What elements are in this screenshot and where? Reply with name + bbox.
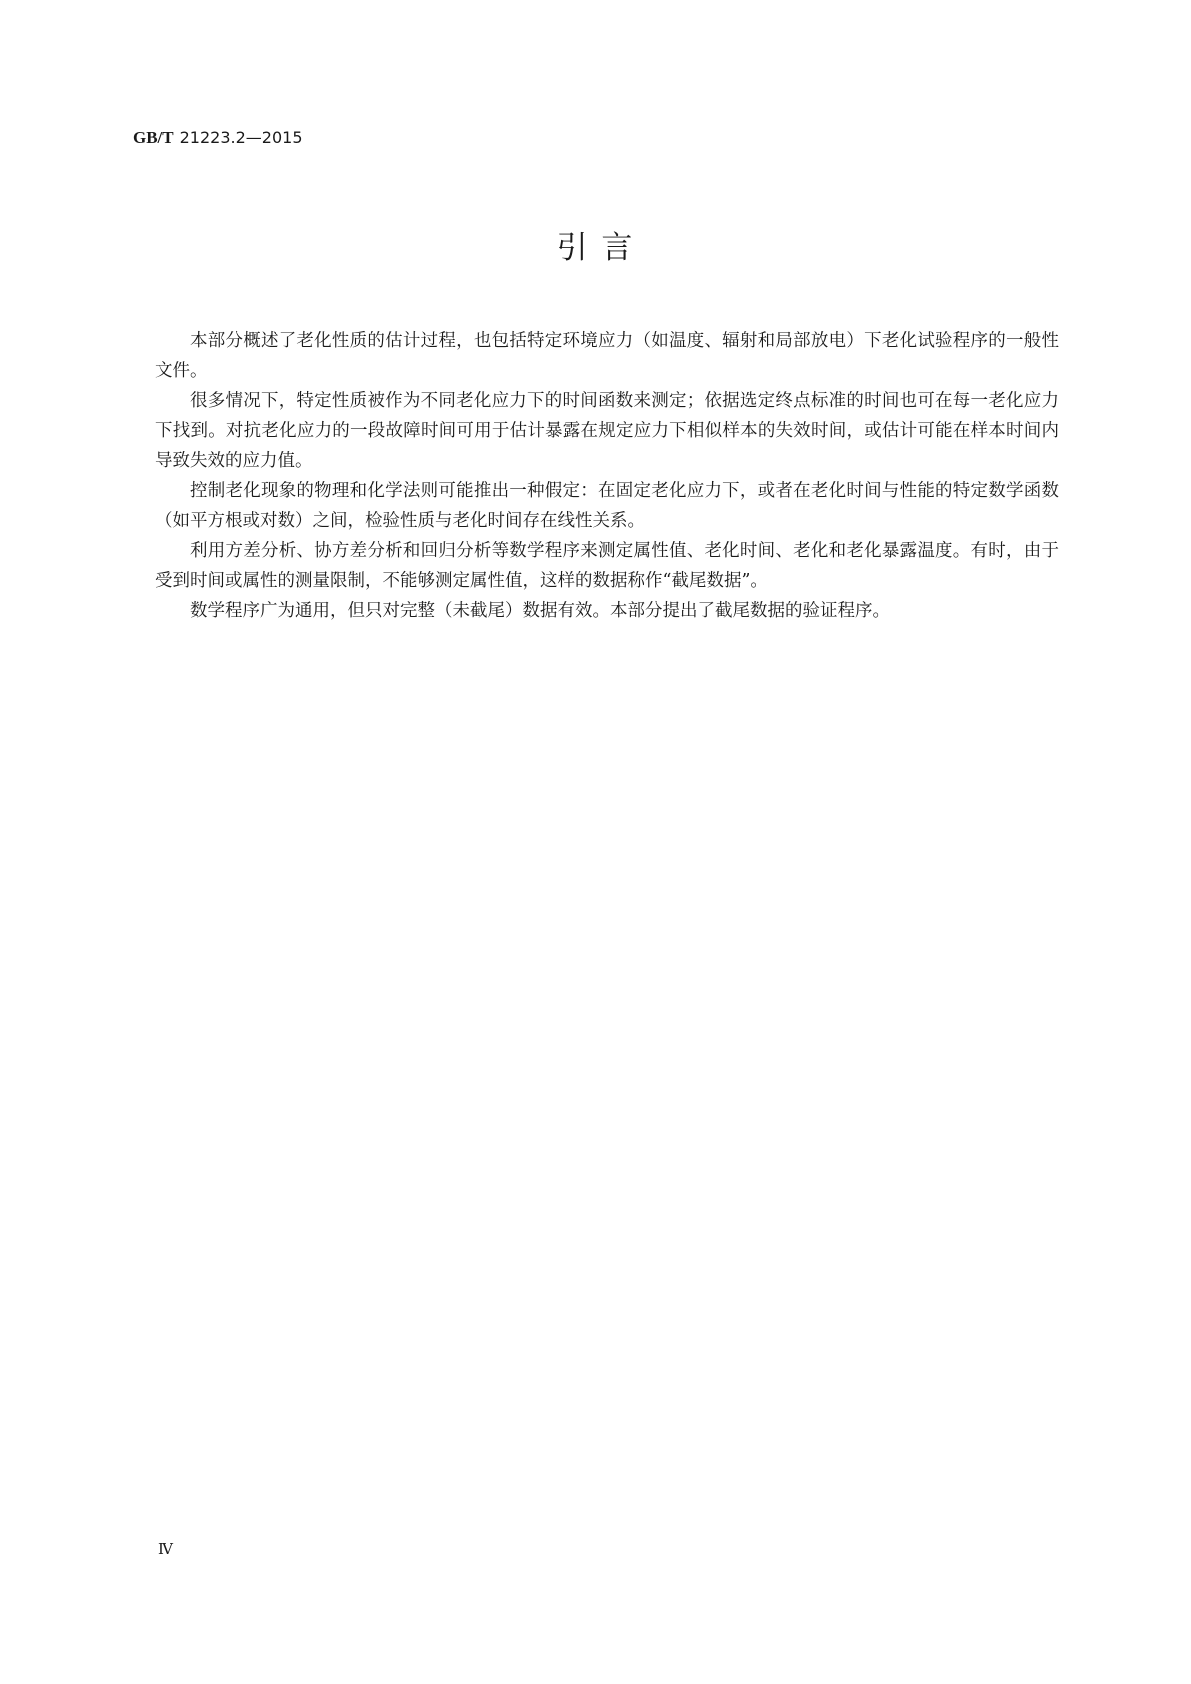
section-title: 引 言 xyxy=(556,230,635,266)
introduction-body xyxy=(155,326,1059,626)
paragraph: 控制老化现象的物理和化学法则可能推出一种假定：在固定老化应力下，或者在老化时间与性能的特定数学函数（如平方根或对数）之间，检验性质与老化时间存在线性关系。 xyxy=(155,481,1059,531)
standard-prefix: GB/T xyxy=(133,128,174,147)
standard-header xyxy=(133,127,303,149)
paragraph: 数学程序广为通用，但只对完整（未截尾）数据有效。本部分提出了截尾数据的验证程序。 xyxy=(190,601,890,621)
standard-number: 21223.2—2015 xyxy=(179,128,303,147)
paragraph: 很多情况下，特定性质被作为不同老化应力下的时间函数来测定；依据选定终点标准的时间也可在每一老化应力下找到。对抗老化应力的一段故障时间可用于估计暴露在规定应力下相似样本的失效时间，或估计可能在样本时间内导致失效的应力值。 xyxy=(155,391,1059,471)
paragraph: 利用方差分析、协方差分析和回归分析等数学程序来测定属性值、老化时间、老化和老化暴露温度。有时，由于受到时间或属性的测量限制，不能够测定属性值，这样的数据称作“截尾数据”。 xyxy=(155,541,1059,591)
paragraph: 本部分概述了老化性质的估计过程，也包括特定环境应力（如温度、辐射和局部放电）下老化试验程序的一般性文件。 xyxy=(155,331,1059,381)
page-number: Ⅳ xyxy=(158,1542,173,1558)
